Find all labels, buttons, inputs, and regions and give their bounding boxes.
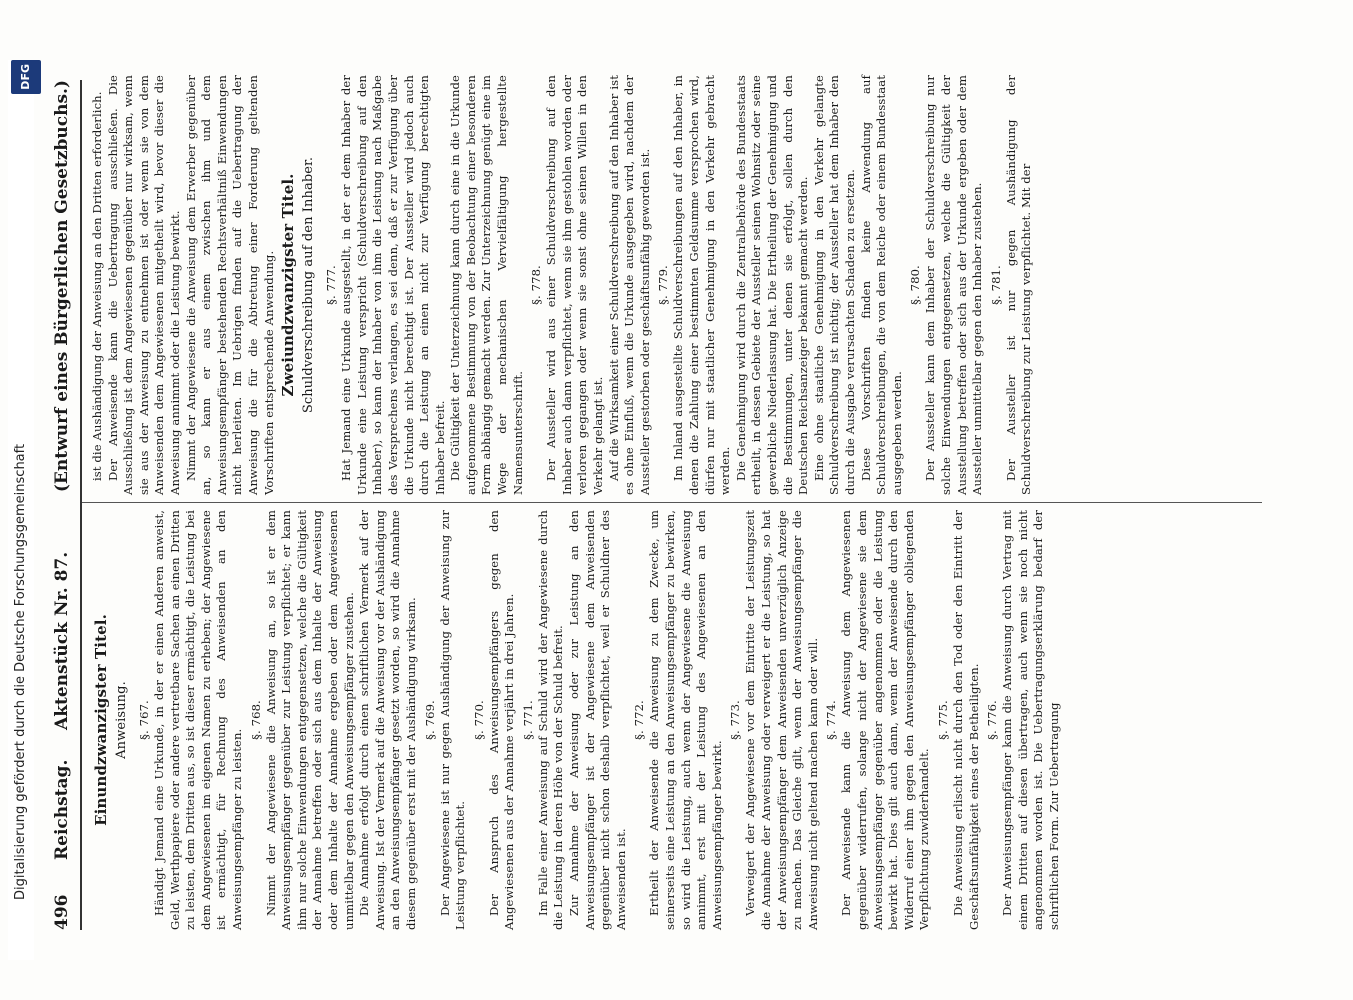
body-paragraph: Ertheilt der Anweisende die Anweisung zu dem Zwecke, um seinerseits eine Leistung an den Anweisungsempfänger zu bewirken, so wird die Leistung, auch wenn der Angewiesene die Anweisung annimmt, erst mit der Leistung des Angewiesenen an den Anweisungsempfänger bewirkt. bbox=[647, 510, 724, 930]
body-paragraph: Die Anweisung erlischt nicht durch den Tod oder den Eintritt der Geschäftsunfähigkeit eines der Betheiligten. bbox=[950, 510, 981, 930]
running-header bbox=[52, 80, 78, 930]
body-paragraph: Nimmt der Angewiesene die Anweisung dem Erwerber gegenüber an, so kann er aus einem zwischen ihm und dem Anweisungsempfänger bestehenden Rechtsverhältniß Einwendungen nicht herleiten. Im Uebrigen finden auf die Uebertragung der Anweisung die für die Abtretung einer Forderung geltenden Vorschriften entsprechende Anwendung. bbox=[183, 75, 276, 495]
body-paragraph: Hat Jemand eine Urkunde ausgestellt, in der er dem Inhaber der Urkunde eine Leistung verspricht (Schuldverschreibung auf den Inhaber), so kann der Inhaber von ihm die Leistung nach Maßgabe des Versprechens verlangen, es sei denn, daß er zur Verfügung über die Urkunde nicht berechtigt ist. Der Aussteller wird jedoch auch durch die Leistung an einen nicht zur Verfügung berechtigten Inhaber befreit. bbox=[339, 75, 447, 495]
body-paragraph: Der Anweisende kann die Anweisung dem Angewiesenen gegenüber widerrufen, solange nicht der Angewiesene sie dem Anweisungsempfänger gegenüber angenommen oder die Leistung bewirkt hat. Dies gilt auch dann, wenn der Anweisende durch den Widerruf einer ihm gegen den Anweisungsempfänger obliegenden Verpflichtung zuwiderhandelt. bbox=[839, 510, 932, 930]
body-paragraph: Die Gültigkeit der Unterzeichnung kann durch eine in die Urkunde aufgenommene Bestimmung von der Beobachtung einer besonderen Form abhängig gemacht werden. Zur Unterzeichnung genügt eine im Wege der mechanischen Vervielfältigung hergestellte Namensunterschrift. bbox=[448, 75, 525, 495]
body-paragraph: Eine ohne staatliche Genehmigung in den Verkehr gelangte Schuldverschreibung ist nichtig; der Aussteller hat dem Inhaber den durch die Ausgabe verursachten Schaden zu ersetzen. bbox=[811, 75, 857, 495]
digitization-credit bbox=[8, 60, 34, 960]
section-title: Zweiundzwanzigster Titel. bbox=[279, 173, 298, 397]
paragraph-number: §. 774. bbox=[824, 700, 839, 740]
column-divider bbox=[82, 502, 1262, 503]
right-column bbox=[90, 75, 1035, 495]
paragraph-number: §. 779. bbox=[656, 265, 671, 305]
body-paragraph: Die Genehmigung wird durch die Zentralbehörde des Bundesstaats ertheilt, in dessen Gebiete der Aussteller seinen Wohnsitz oder seine gewerbliche Niederlassung hat. Die Ertheilung der Genehmigung und die Bestimmungen, unter denen sie erfolgt, sollen durch den Deutschen Reichsanzeiger bekannt gemacht werden. bbox=[733, 75, 811, 495]
body-paragraph: Der Angewiesene ist nur gegen Aushändigung der Anweisung zur Leistung verpflichtet. bbox=[437, 510, 468, 930]
header-aktenstueck: Aktenstück Nr. 87. bbox=[52, 551, 72, 730]
section-subtitle: Schuldverschreibung auf den Inhaber. bbox=[301, 156, 317, 414]
body-paragraph: Zur Annahme der Anweisung oder zur Leistung an den Anweisungsempfänger ist der Angewiesene dem Anweisenden gegenüber nicht schon deshalb verpflichtet, weil er Schuldner des Anweisenden ist. bbox=[567, 510, 628, 930]
body-paragraph: Der Aussteller ist nur gegen Aushändigung der Schuldverschreibung zur Leistung verpflichtet. Mit der bbox=[1003, 75, 1034, 495]
body-paragraph: Der Anspruch des Anweisungsempfängers gegen den Angewiesenen aus der Annahme verjährt in drei Jahren. bbox=[486, 510, 517, 930]
body-paragraph: Nimmt der Angewiesene die Anweisung an, so ist er dem Anweisungsempfänger gegenüber zur Leistung verpflichtet; er kann ihm nur solche Einwendungen entgegensetzen, welche die Gültigkeit der Annahme betreffen oder sich aus dem Inhalte der Anweisung oder dem Inhalte der Annahme ergeben oder dem Angewiesenen unmittelbar gegen den Anweisungsempfänger zustehen. bbox=[263, 510, 356, 930]
page-number: 496 bbox=[52, 894, 72, 930]
paragraph-number: §. 767. bbox=[137, 700, 151, 740]
paragraph-number: §. 768. bbox=[248, 700, 263, 740]
body-paragraph: Der Aussteller wird aus einer Schuldverschreibung auf den Inhaber auch dann verpflichtet, wenn sie ihm gestohlen worden oder verloren gegangen oder wenn sie sonst ohne seinen Willen in den Verkehr gelangt ist. bbox=[544, 75, 606, 495]
paragraph-number: §. 773. bbox=[728, 700, 743, 740]
paragraph-number: §. 780. bbox=[908, 265, 923, 305]
paragraph-number: §. 770. bbox=[471, 700, 486, 740]
section-title: Einundzwanzigster Titel. bbox=[92, 614, 110, 826]
section-subtitle: Anweisung. bbox=[114, 681, 129, 759]
paragraph-number: §. 777. bbox=[324, 265, 339, 305]
body-paragraph: Die Annahme erfolgt durch einen schriftlichen Vermerk auf der Anweisung. Ist der Vermerk auf die Anweisung vor der Aushändigung an den Anweisungsempfänger gesetzt worden, so wird die Annahme diesem gegenüber erst mit der Aushändigung wirksam. bbox=[357, 510, 418, 930]
dfg-logo: DFG bbox=[11, 60, 41, 94]
body-paragraph: Im Falle einer Anweisung auf Schuld wird der Angewiesene durch die Leistung in deren Höhe von der Schuld befreit. bbox=[535, 510, 566, 930]
header-rule bbox=[80, 80, 82, 930]
body-paragraph: Der Anweisungsempfänger kann die Anweisung durch Vertrag mit einem Dritten auf diesen übertragen, auch wenn sie noch nicht angenommen worden ist. Die Uebertragungserklärung bedarf der schriftlichen Form. Zur Uebertragung bbox=[1000, 510, 1061, 930]
digitization-credit-text: Digitalisierung gefördert durch die Deutsche Forschungsgemeinschaft bbox=[13, 443, 28, 900]
body-paragraph: Der Anweisende kann die Uebertragung ausschließen. Die Ausschließung ist dem Angewiesenen gegenüber nur wirksam, wenn sie aus der Anweisung zu entnehmen ist oder wenn sie von dem Anweisenden dem Angewiesenen mitgetheilt wird, bevor dieser die Anweisung annimmt oder die Leistung bewirkt. bbox=[105, 75, 182, 495]
header-reichstag: Reichstag. bbox=[52, 759, 72, 860]
paragraph-number: §. 769. bbox=[422, 700, 437, 740]
left-column bbox=[90, 510, 1063, 930]
body-paragraph: Diese Vorschriften finden keine Anwendung auf Schuldverschreibungen, die von dem Reiche oder einem Bundesstaat ausgegeben werden. bbox=[858, 75, 904, 495]
paragraph-number: §. 772. bbox=[632, 700, 647, 740]
header-entwurf: (Entwurf eines Bürgerlichen Gesetzbuchs.) bbox=[52, 80, 72, 493]
body-paragraph: ist die Aushändigung der Anweisung an den Dritten erforderlich. bbox=[90, 91, 104, 481]
body-paragraph: Händigt Jemand eine Urkunde, in der er einen Anderen anweist, Geld, Werthpapiere oder andere vertretbare Sachen an einen Dritten zu leisten, dem Dritten aus, so ist dieser ermächtigt, die Leistung bei dem Angewiesenen im eigenen Namen zu erheben; der Angewiesene ist ermächtigt, für Rechnung des Anweisenden an den Anweisungsempfänger zu leisten. bbox=[152, 510, 244, 930]
body-paragraph: Im Inland ausgestellte Schuldverschreibungen auf den Inhaber, in denen die Zahlung einer bestimmten Geldsumme versprochen wird, dürfen nur mit staatlicher Genehmigung in den Verkehr gebracht werden. bbox=[671, 75, 733, 495]
paragraph-number: §. 776. bbox=[985, 700, 1000, 740]
body-paragraph: Der Aussteller kann dem Inhaber der Schuldverschreibung nur solche Einwendungen entgegensetzen, welche die Gültigkeit der Ausstellung betreffen oder sich aus der Urkunde ergeben oder dem Aussteller unmittelbar gegen den Inhaber zustehen. bbox=[923, 75, 985, 495]
paragraph-number: §. 781. bbox=[988, 265, 1003, 305]
paragraph-number: §. 778. bbox=[529, 265, 544, 305]
body-paragraph: Verweigert der Angewiesene vor dem Eintritte der Leistungszeit die Annahme der Anweisung oder verweigert er die Leistung, so hat der Anweisungsempfänger dem Anweisenden unverzüglich Anzeige zu machen. Das Gleiche gilt, wenn der Anweisungsempfänger die Anweisung nicht geltend machen kann oder will. bbox=[743, 510, 820, 930]
paragraph-number: §. 771. bbox=[520, 700, 535, 740]
paragraph-number: §. 775. bbox=[935, 700, 950, 740]
body-paragraph: Auf die Wirksamkeit einer Schuldverschreibung auf den Inhaber ist es ohne Einfluß, wenn die Urkunde ausgegeben wird, nachdem der Aussteller gestorben oder geschäftsunfähig geworden ist. bbox=[606, 75, 652, 495]
